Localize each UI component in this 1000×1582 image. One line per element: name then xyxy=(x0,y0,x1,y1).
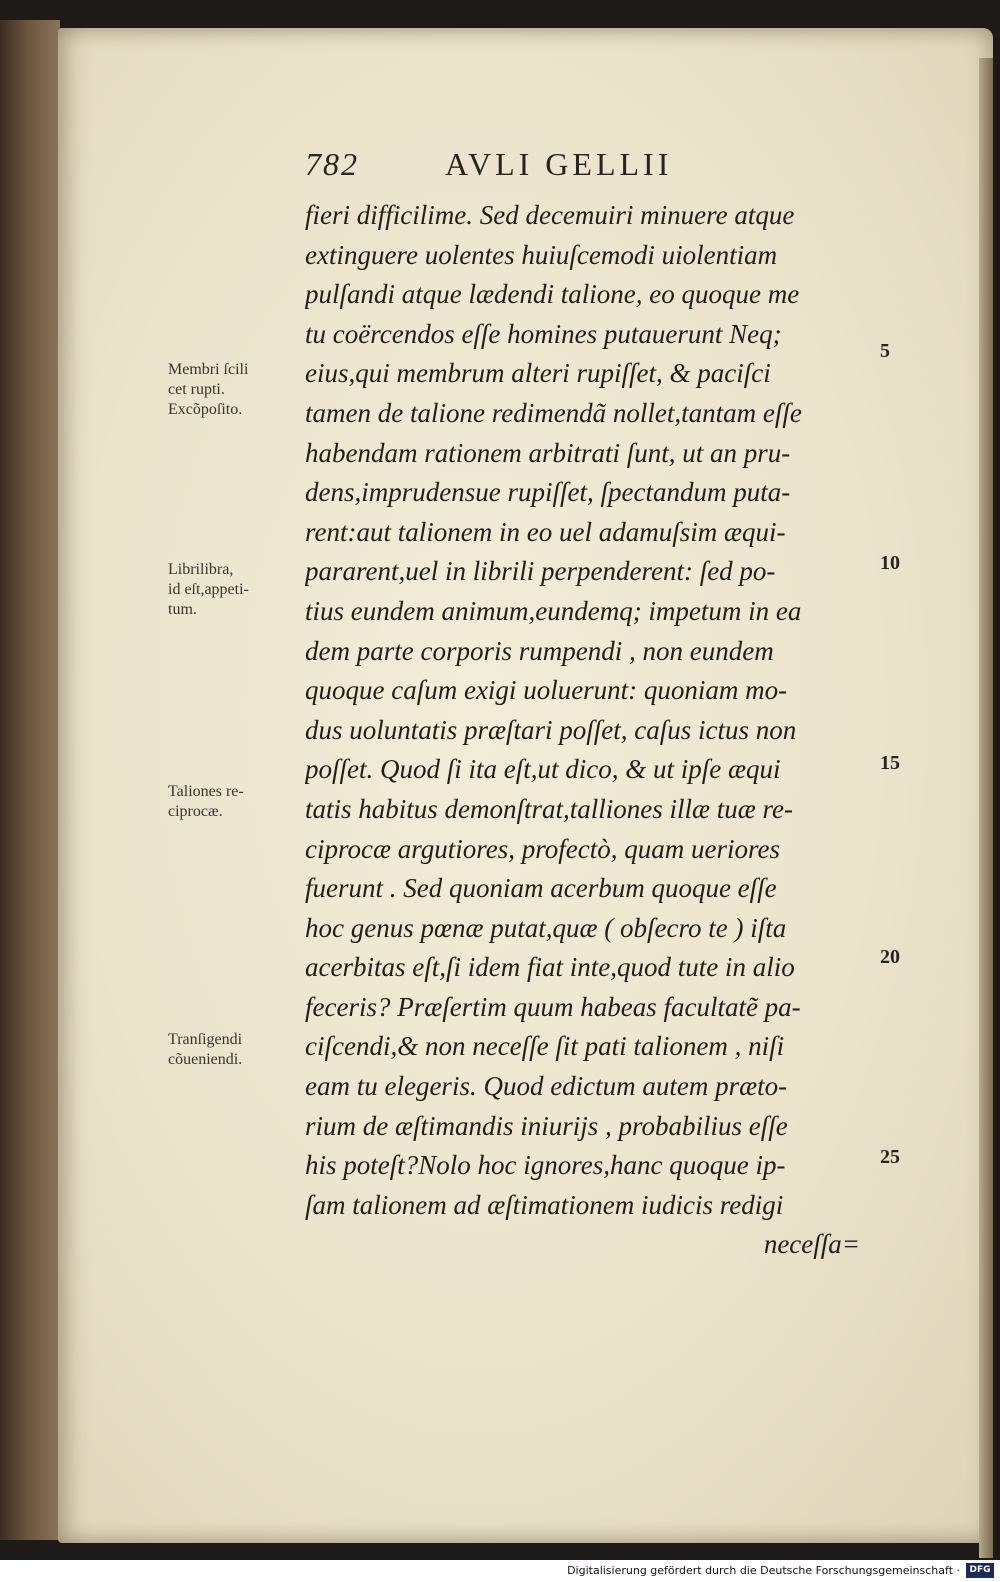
margin-note-line: id eſt,appeti- xyxy=(168,581,249,598)
text-line: his poteſt?Nolo hoc ignores,hanc quoque ip- xyxy=(305,1150,786,1181)
line-number: 15 xyxy=(880,752,900,774)
text-line: rent:aut talionem in eo uel adamuſsim æqui- xyxy=(305,516,786,547)
text-line: fieri difficilime. Sed decemuiri minuere atque xyxy=(305,200,795,230)
margin-note-line: Tranſigendi xyxy=(168,1031,243,1048)
line-number: 25 xyxy=(880,1146,900,1168)
margin-note-line: tum. xyxy=(168,601,197,618)
margin-note xyxy=(168,782,308,822)
text-line: feceris? Præſertim quum habeas facultatẽ pa- xyxy=(305,991,801,1022)
text-line: pararent,uel in librili perpenderent: ſed po- xyxy=(305,556,776,587)
text-line: pulſandi atque lædendi talione, eo quoque me xyxy=(305,279,800,310)
text-line: dem parte corporis rumpendi , non eundem xyxy=(305,635,774,666)
text-line: hoc genus pœnæ putat,quæ ( obſecro te ) iſta xyxy=(305,912,787,943)
text-line: tius eundem animum,eundemq; impetum in ea xyxy=(305,595,802,626)
margin-note xyxy=(168,1030,308,1070)
text-line: acerbitas eſt,ſi idem fiat inte,quod tute in alio xyxy=(305,952,795,983)
text-line: eam tu elegeris. Quod edictum autem præto- xyxy=(305,1071,788,1102)
text-line: dus uoluntatis præſtari poſſet, caſus ictus non xyxy=(305,714,797,745)
margin-note-line: Librilibra, xyxy=(168,561,234,578)
text-line: extinguere uolentes huiuſcemodi uiolentiam xyxy=(305,239,778,270)
text-line: eius,qui membrum alteri rupiſſet, & paciſci xyxy=(305,358,771,389)
running-head xyxy=(305,146,725,186)
margin-note xyxy=(168,560,308,620)
margin-note-line: Membri ſcili xyxy=(168,361,249,378)
text-line: habendam rationem arbitrati ſunt, ut an pru- xyxy=(305,437,791,468)
text-line: rium de æſtimandis iniurijs , probabilius eſſe xyxy=(305,1110,788,1141)
text-line: tu coërcendos eſſe homines putauerunt Neq; xyxy=(305,318,782,349)
text-line: fuerunt . Sed quoniam acerbum quoque eſſe xyxy=(305,873,777,904)
dfg-logo: DFG xyxy=(966,1563,994,1578)
text-line: poſſet. Quod ſi ita eſt,ut dico, & ut ipſe æqui xyxy=(305,754,781,785)
line-number: 10 xyxy=(880,552,900,574)
line-number: 20 xyxy=(880,946,900,968)
margin-note-line: Excõpoſito. xyxy=(168,401,243,418)
margin-note-line: cõueniendi. xyxy=(168,1051,243,1068)
margin-note-line: cet rupti. xyxy=(168,381,225,398)
text-line: tamen de talione redimendã nollet,tantam eſſe xyxy=(305,397,802,428)
page-edge xyxy=(979,58,993,1558)
margin-note xyxy=(168,360,308,420)
text-line: dens,imprudensue rupiſſet, ſpectandum puta- xyxy=(305,477,791,508)
margin-note-line: ciprocæ. xyxy=(168,803,223,820)
body-text xyxy=(305,196,870,1265)
footer-bar xyxy=(0,1560,1000,1582)
running-title: AVLI GELLII xyxy=(445,146,673,182)
text-line: tatis habitus demonſtrat,talliones illæ tuæ re- xyxy=(305,793,794,824)
catchword: neceſſa= xyxy=(763,1229,860,1260)
line-number: 5 xyxy=(880,340,890,362)
book-spine xyxy=(0,20,60,1540)
page-number: 782 xyxy=(305,146,359,182)
funding-credit: Digitalisierung gefördert durch die Deutsche Forschungsgemeinschaft · xyxy=(567,1564,960,1577)
text-line: ſam talionem ad æſtimationem iudicis redigi xyxy=(305,1189,784,1220)
text-line: quoque caſum exigi uoluerunt: quoniam mo- xyxy=(305,675,788,706)
text-line: ciſcendi,& non neceſſe ſit pati talionem , niſi xyxy=(305,1031,785,1062)
margin-note-line: Taliones re- xyxy=(168,783,244,800)
text-line: ciprocæ argutiores, profectò, quam ueriores xyxy=(305,833,780,864)
